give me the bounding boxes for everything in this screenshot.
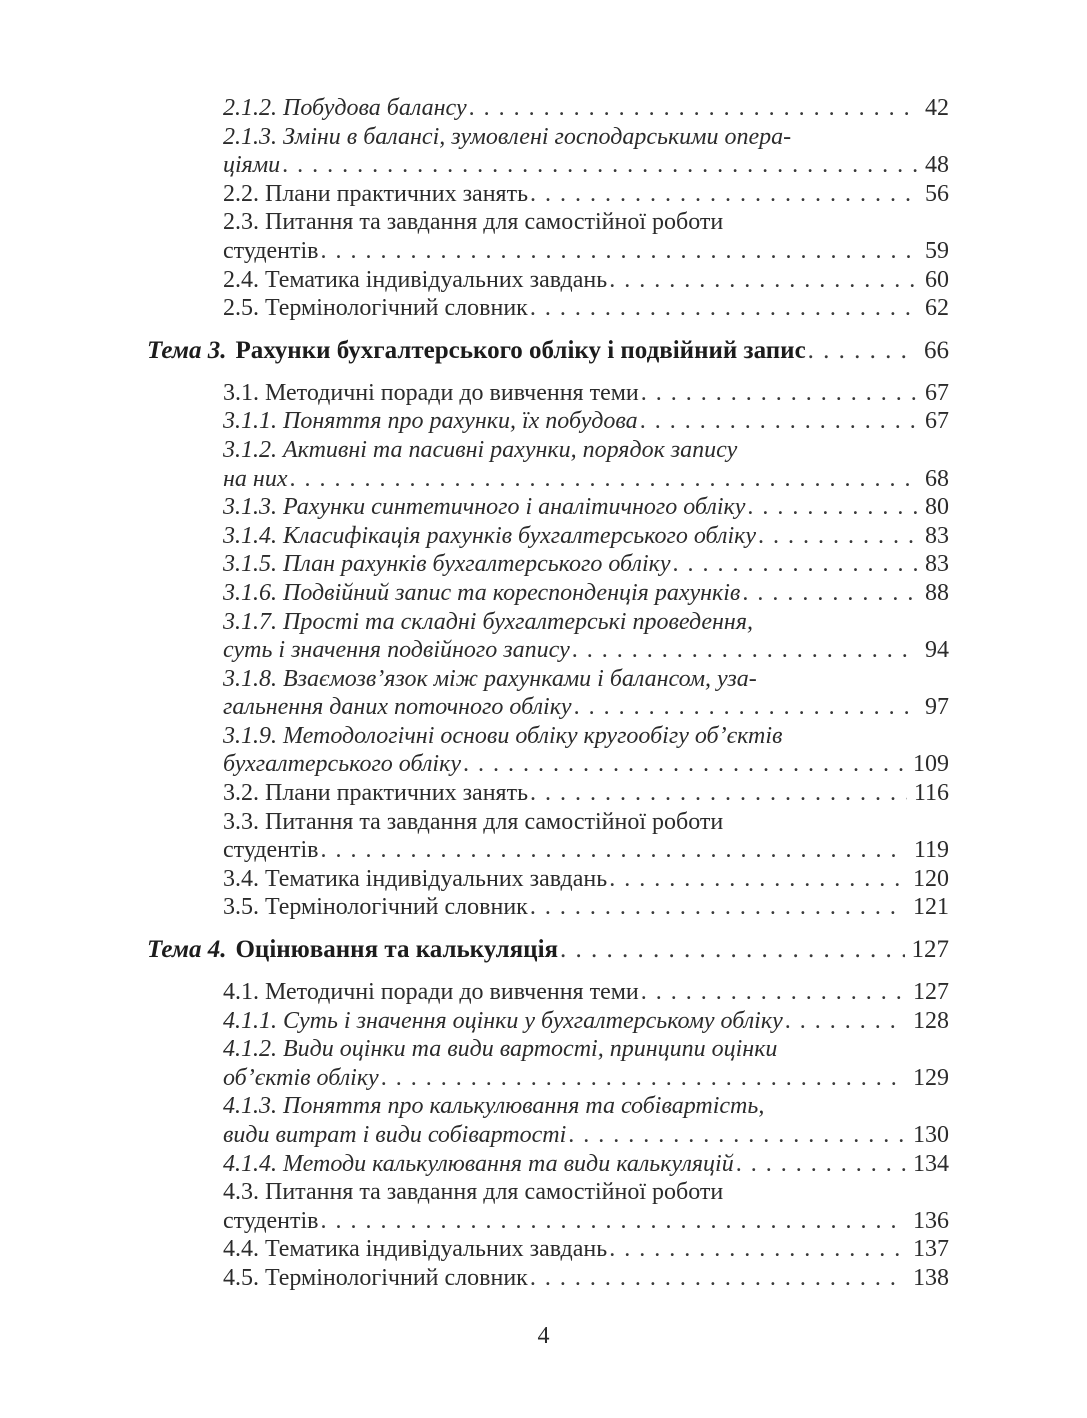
dot-leader xyxy=(758,522,918,551)
entry-page-number: 120 xyxy=(913,865,949,892)
dot-leader xyxy=(609,1235,906,1264)
entry-page-number: 94 xyxy=(925,637,949,664)
dot-leader xyxy=(808,336,917,366)
entry-text-line: 3.1.2. Активні та пасивні рахунки, порядок запису xyxy=(223,436,738,463)
entry-text: 2.2. Плани практичних занять xyxy=(223,180,529,207)
folio-page-number: 4 xyxy=(537,1323,550,1349)
entry-page-number: 137 xyxy=(913,1236,949,1263)
entry-text-line: 4.1.2. Види оцінки та види вартості, принципи оцінки xyxy=(223,1036,778,1063)
toc-entry xyxy=(223,208,949,265)
entry-page-number: 83 xyxy=(925,522,949,549)
entry-page-number: 67 xyxy=(925,379,949,406)
dot-leader xyxy=(640,407,918,436)
entry-page-number: 121 xyxy=(913,894,949,921)
entry-page-number: 109 xyxy=(913,751,949,778)
entry-leader-row xyxy=(223,636,949,665)
entry-text: 4.4. Тематика індивідуальних завдань xyxy=(223,1236,608,1263)
entry-leader-row xyxy=(223,237,949,266)
entry-leader-row xyxy=(223,407,949,436)
entry-page-number: 59 xyxy=(925,237,949,264)
entry-leader-row xyxy=(223,465,949,494)
entry-page-number: 128 xyxy=(913,1007,949,1034)
entry-text-line: 3.1.8. Взаємозв’язок між рахунками і балансом, уза- xyxy=(223,665,757,692)
toc-theme-heading xyxy=(147,336,949,366)
entry-page-number: 67 xyxy=(925,408,949,435)
entry-text: 3.2. Плани практичних занять xyxy=(223,780,529,807)
entry-leader-row xyxy=(223,893,949,922)
theme-title: Оцінювання та калькуляція xyxy=(235,936,559,964)
toc-entry xyxy=(223,722,949,779)
entry-leader-row xyxy=(223,94,949,123)
entry-text: 4.5. Термінологічний словник xyxy=(223,1264,528,1291)
entry-page-number: 60 xyxy=(925,266,949,293)
entry-page-number: 134 xyxy=(913,1150,949,1177)
entry-leader-row xyxy=(223,693,949,722)
entry-leader-row xyxy=(223,151,949,180)
entry-leader-row xyxy=(223,294,949,323)
entry-leader-row xyxy=(223,493,949,522)
entry-page-number: 42 xyxy=(925,95,949,121)
dot-leader xyxy=(463,750,906,779)
dot-leader xyxy=(609,266,918,295)
entry-leader-row xyxy=(223,1264,949,1293)
entry-page-number: 130 xyxy=(913,1122,949,1148)
entry-leader-row xyxy=(223,1235,949,1264)
entry-leader-row xyxy=(223,1064,949,1093)
entry-page-number: 66 xyxy=(924,336,949,364)
entry-text-line: 4.1.3. Поняття про калькулювання та собівартість, xyxy=(223,1093,765,1120)
toc-entry xyxy=(223,123,949,180)
dot-leader xyxy=(572,636,918,665)
entry-text-line: 3.1.9. Методологічні основи обліку кругообігу об’єктів xyxy=(223,722,783,749)
dot-leader xyxy=(742,579,918,608)
entry-leader-row xyxy=(223,1207,949,1236)
dot-leader xyxy=(381,1064,906,1093)
toc-entry xyxy=(223,436,949,493)
toc-entry xyxy=(223,978,949,1007)
dot-leader xyxy=(568,1121,906,1150)
entry-page-number: 62 xyxy=(925,295,949,322)
dot-leader xyxy=(785,1007,906,1036)
entry-page-number: 48 xyxy=(925,152,949,179)
entry-text: 4.1. Методичні поради до вивчення теми xyxy=(223,979,639,1006)
toc-entry xyxy=(223,379,949,408)
dot-leader xyxy=(736,1150,906,1179)
table-of-contents xyxy=(147,94,949,1293)
toc-entry xyxy=(223,893,949,922)
dot-leader xyxy=(282,151,918,180)
toc-entry xyxy=(223,1235,949,1264)
entry-text-line: 2.3. Питання та завдання для самостійної роботи xyxy=(223,209,724,236)
toc-entry xyxy=(223,493,949,522)
entry-text: об’єктів обліку xyxy=(223,1064,379,1091)
entry-text-line: 3.3. Питання та завдання для самостійної роботи xyxy=(223,808,724,835)
page-footer xyxy=(0,1323,1087,1350)
dot-leader xyxy=(530,893,906,922)
toc-entry xyxy=(223,1264,949,1293)
entry-text: 2.1.2. Побудова балансу xyxy=(223,95,467,121)
entry-page-number: 116 xyxy=(913,780,949,807)
entry-leader-row xyxy=(223,180,949,209)
toc-entry xyxy=(223,579,949,608)
entry-page-number: 127 xyxy=(911,936,949,964)
toc-entry xyxy=(223,608,949,665)
entry-page-number: 129 xyxy=(913,1064,949,1091)
entry-leader-row xyxy=(223,750,949,779)
toc-entry xyxy=(223,865,949,894)
entry-page-number: 119 xyxy=(913,837,949,864)
entry-text: 3.1.4. Класифікація рахунків бухгалтерського обліку xyxy=(223,522,757,549)
theme-number-label: Тема 3. xyxy=(147,336,227,364)
dot-leader xyxy=(641,978,906,1007)
entry-leader-row xyxy=(223,1150,949,1179)
entry-text: 3.5. Термінологічний словник xyxy=(223,894,528,921)
toc-entry xyxy=(223,180,949,209)
toc-entry xyxy=(223,94,949,123)
dot-leader xyxy=(530,294,918,323)
entry-text: 3.1.5. План рахунків бухгалтерського обліку xyxy=(223,551,671,578)
entry-page-number: 83 xyxy=(925,551,949,578)
toc-entry xyxy=(223,294,949,323)
entry-text-line: 4.3. Питання та завдання для самостійної роботи xyxy=(223,1179,724,1206)
dot-leader xyxy=(289,465,918,494)
entry-text: на них xyxy=(223,465,288,492)
toc-entry xyxy=(223,1035,949,1092)
entry-leader-row xyxy=(223,865,949,894)
entry-page-number: 138 xyxy=(913,1264,949,1291)
entry-text: види витрат і види собівартості xyxy=(223,1122,567,1148)
entry-leader-row xyxy=(223,579,949,608)
entry-page-number: 127 xyxy=(913,979,949,1006)
dot-leader xyxy=(560,935,904,965)
entry-text: 3.1.6. Подвійний запис та кореспонденція рахунків xyxy=(223,579,741,606)
dot-leader xyxy=(673,550,919,579)
entry-text: студентів xyxy=(223,1207,319,1234)
entry-text: 3.1.1. Поняття про рахунки, їх побудова xyxy=(223,408,638,435)
dot-leader xyxy=(609,865,906,894)
dot-leader xyxy=(469,94,918,123)
dot-leader xyxy=(530,1264,906,1293)
entry-leader-row xyxy=(223,550,949,579)
entry-leader-row xyxy=(223,1007,949,1036)
entry-page-number: 68 xyxy=(925,465,949,492)
entry-page-number: 56 xyxy=(925,180,949,207)
entry-text: 2.5. Термінологічний словник xyxy=(223,295,528,322)
dot-leader xyxy=(530,180,918,209)
entry-text: 3.1. Методичні поради до вивчення теми xyxy=(223,379,639,406)
toc-entry xyxy=(223,808,949,865)
entry-leader-row xyxy=(223,779,949,808)
entry-text: студентів xyxy=(223,837,319,864)
toc-entry xyxy=(223,522,949,551)
entry-text: 4.1.1. Суть і значення оцінки у бухгалтерському обліку xyxy=(223,1007,783,1034)
dot-leader xyxy=(574,693,918,722)
entry-text-line: 2.1.3. Зміни в балансі, зумовлені господарськими опера- xyxy=(223,123,792,150)
entry-text: 2.4. Тематика індивідуальних завдань xyxy=(223,266,608,293)
dot-leader xyxy=(747,493,918,522)
theme-number-label: Тема 4. xyxy=(147,936,227,964)
dot-leader xyxy=(641,379,918,408)
dot-leader xyxy=(321,836,907,865)
entry-text: суть і значення подвійного запису xyxy=(223,637,570,664)
dot-leader xyxy=(530,779,907,808)
entry-text: 3.1.3. Рахунки синтетичного і аналітичного обліку xyxy=(223,494,746,521)
entry-leader-row xyxy=(223,978,949,1007)
entry-text: бухгалтерського обліку xyxy=(223,751,461,778)
entry-leader-row xyxy=(223,836,949,865)
entry-page-number: 136 xyxy=(913,1207,949,1234)
entry-page-number: 80 xyxy=(925,494,949,521)
toc-theme-heading xyxy=(147,935,949,965)
entry-text: студентів xyxy=(223,237,319,264)
entry-leader-row xyxy=(223,1121,949,1150)
toc-entry xyxy=(223,550,949,579)
entry-text: 4.1.4. Методи калькулювання та види калькуляцій xyxy=(223,1150,734,1177)
toc-entry xyxy=(223,779,949,808)
toc-entry xyxy=(223,1178,949,1235)
entry-leader-row xyxy=(223,522,949,551)
entry-text: ціями xyxy=(223,152,281,179)
toc-entry xyxy=(223,1150,949,1179)
entry-page-number: 88 xyxy=(925,579,949,606)
entry-text: 3.4. Тематика індивідуальних завдань xyxy=(223,865,608,892)
entry-text: гальнення даних поточного обліку xyxy=(223,694,572,721)
dot-leader xyxy=(321,1207,906,1236)
toc-entry xyxy=(223,407,949,436)
toc-entry xyxy=(223,665,949,722)
theme-title: Рахунки бухгалтерського обліку і подвійний запис xyxy=(235,336,806,364)
entry-leader-row xyxy=(223,379,949,408)
toc-entry xyxy=(223,266,949,295)
toc-entry xyxy=(223,1007,949,1036)
dot-leader xyxy=(321,237,918,266)
entry-page-number: 97 xyxy=(925,694,949,721)
toc-entry xyxy=(223,1092,949,1149)
entry-text-line: 3.1.7. Прості та складні бухгалтерські проведення, xyxy=(223,608,753,635)
entry-leader-row xyxy=(223,266,949,295)
